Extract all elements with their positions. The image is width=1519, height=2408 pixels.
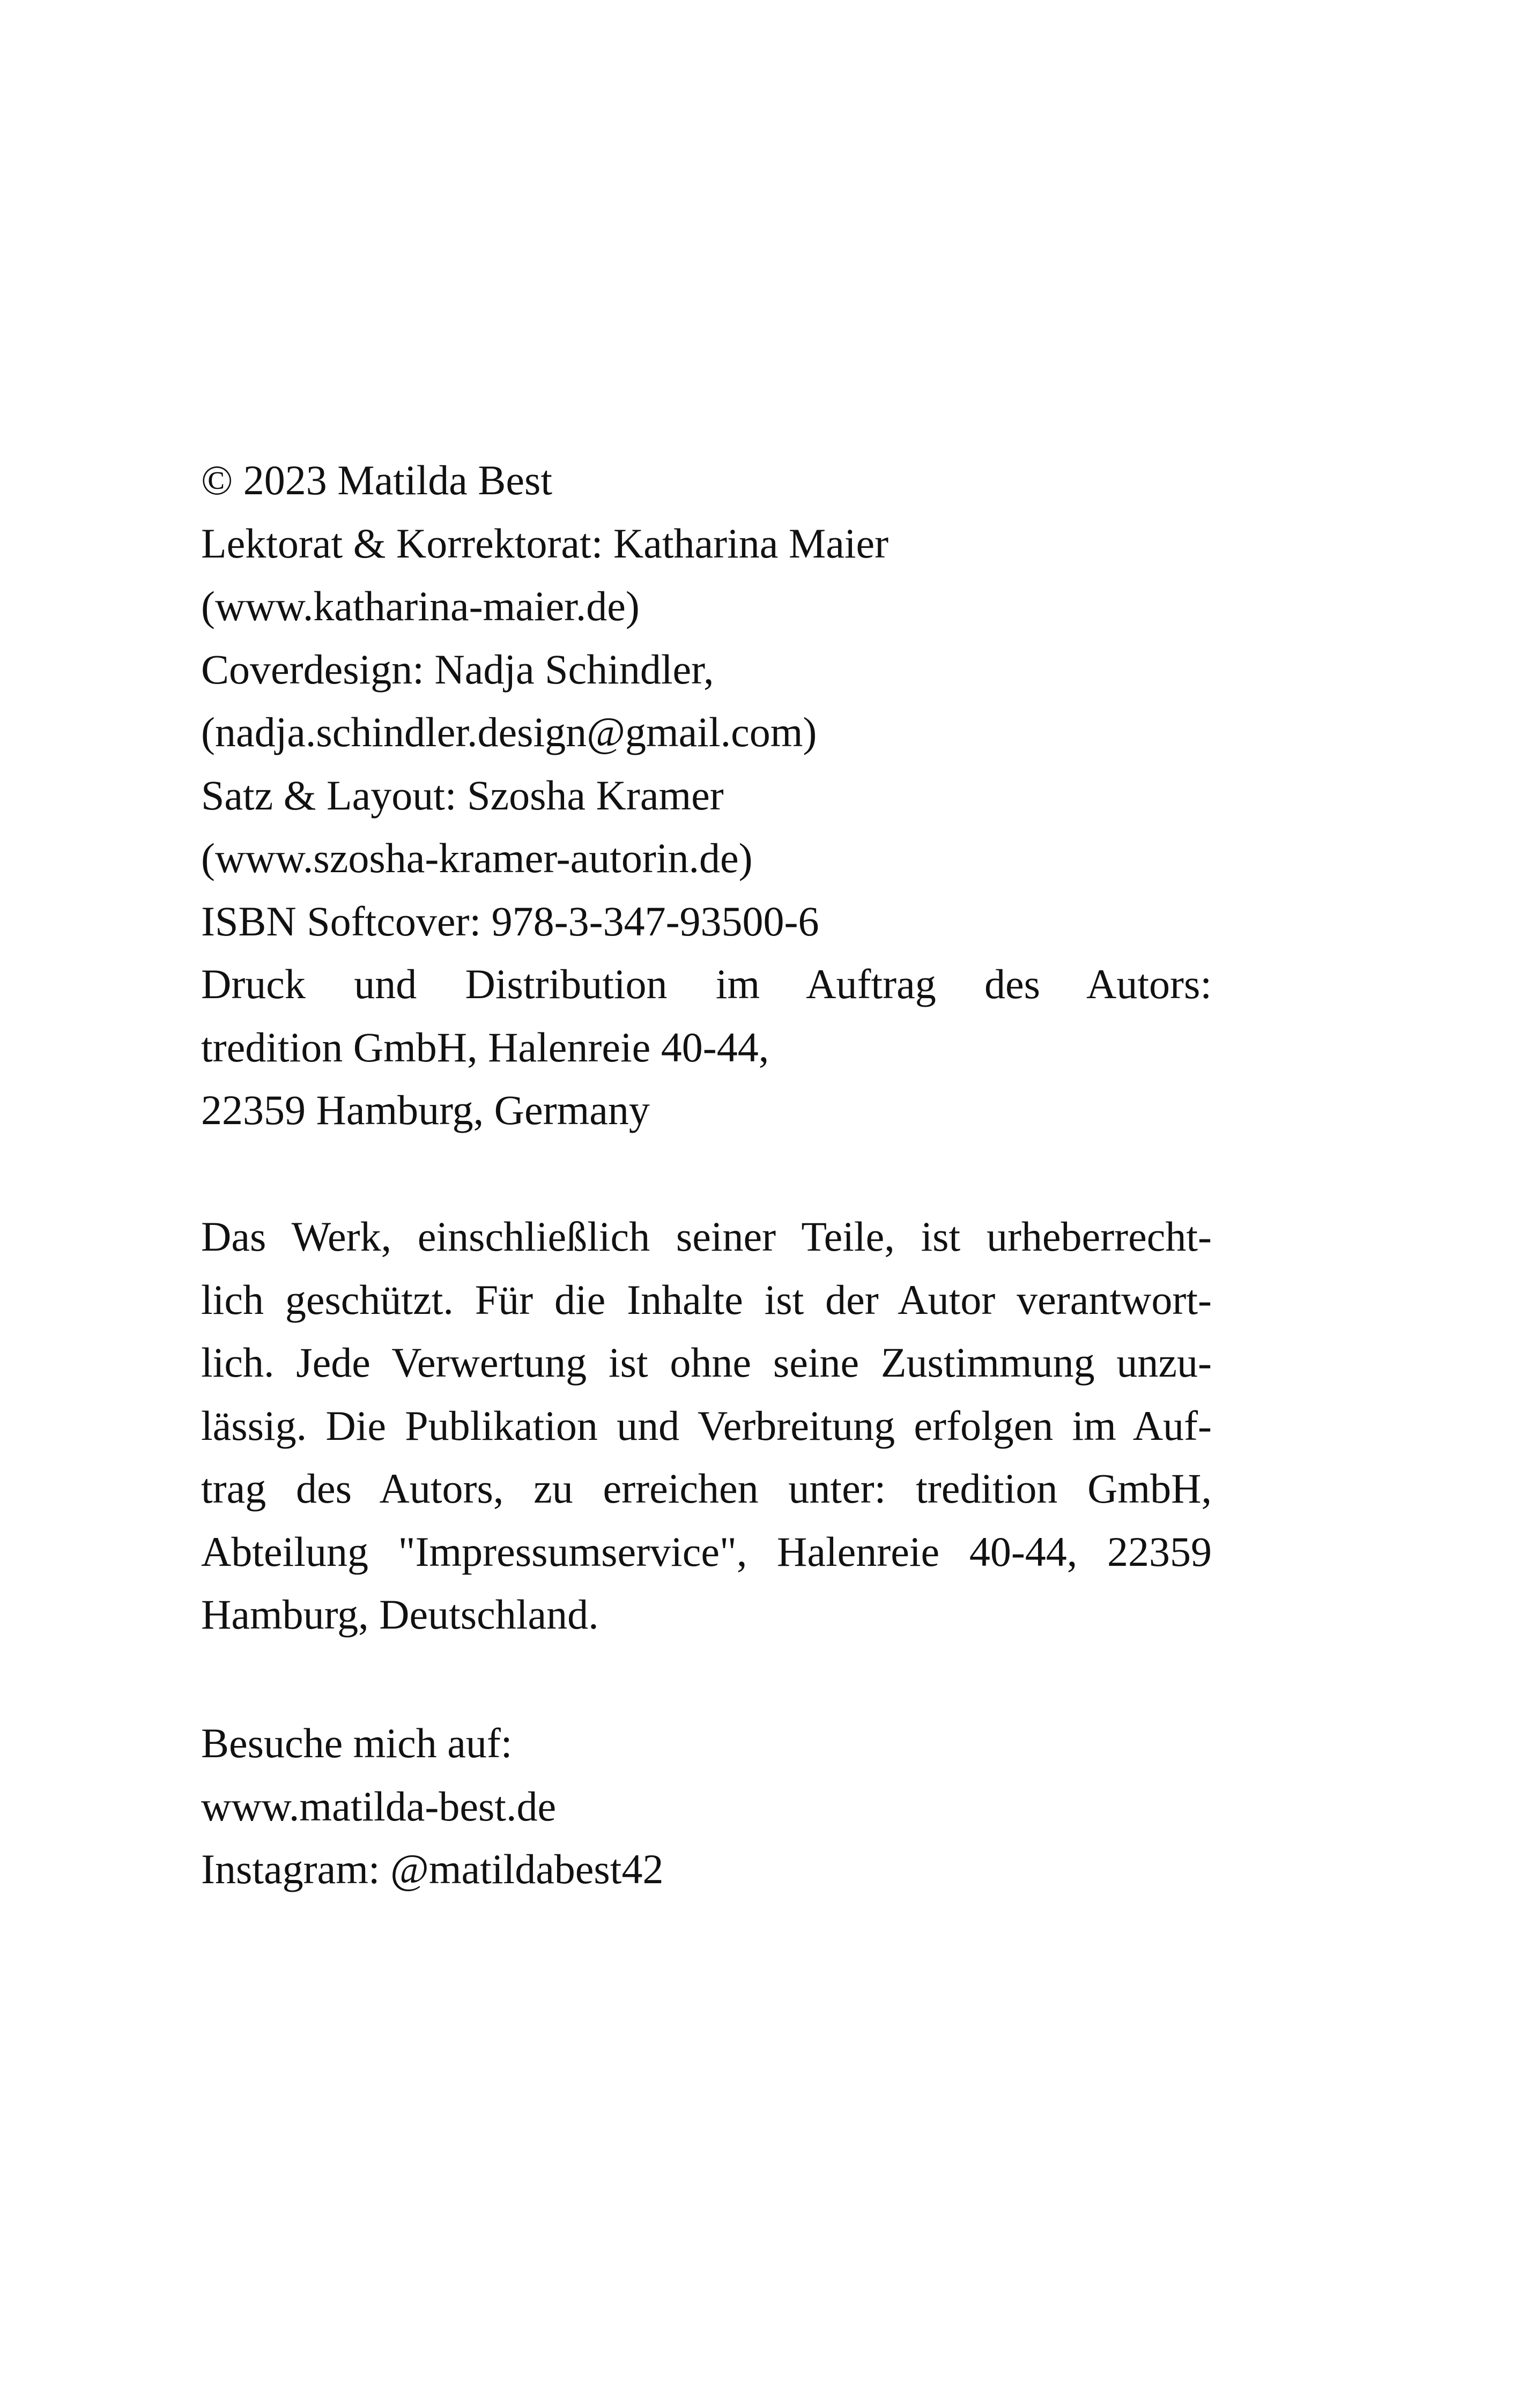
legal-line: lich geschützt. Für die Inhalte ist der Autor verantwort- [201,1276,1212,1323]
legal-notice [201,1205,1212,1646]
website-link: www.matilda-best.de [201,1782,557,1830]
copyright-line: © 2023 Matilda Best [201,457,553,503]
publisher-city: 22359 Hamburg, Germany [201,1087,650,1133]
legal-line: Das Werk, einschließlich seiner Teile, ist urheberrecht- [201,1213,1212,1260]
legal-line: lässig. Die Publikation und Verbreitung erfolgen im Auf- [201,1402,1212,1449]
instagram-handle: Instagram: @matildabest42 [201,1846,664,1892]
cover-credit: Coverdesign: Nadja Schindler, [201,645,714,693]
layout-credit: Satz & Layout: Szosha Kramer [201,771,724,819]
legal-line: Hamburg, Deutschland. [201,1591,599,1638]
contact-intro: Besuche mich auf: [201,1720,513,1766]
legal-line: lich. Jede Verwertung ist ohne seine Zustimmung unzu- [201,1339,1212,1386]
layout-url: (www.szosha-kramer-autorin.de) [201,835,753,881]
legal-line: trag des Autors, zu erreichen unter: tredition GmbH, [201,1465,1212,1512]
isbn-line: ISBN Softcover: 978-3-347-93500-6 [201,897,819,945]
editing-url: (www.katharina-maier.de) [201,583,640,629]
legal-line: Abteilung "Impressumservice", Halenreie 40-44, 22359 [201,1528,1212,1575]
contact-block [201,1712,1212,1901]
credits-block [201,449,1212,1142]
cover-email: (nadja.schindler.design@gmail.com) [201,709,817,755]
publisher-address: tredition GmbH, Halenreie 40-44, [201,1023,769,1071]
editing-credit: Lektorat & Korrektorat: Katharina Maier [201,519,889,567]
print-distribution-line: Druck und Distribution im Auftrag des Autors: [201,961,1212,1007]
